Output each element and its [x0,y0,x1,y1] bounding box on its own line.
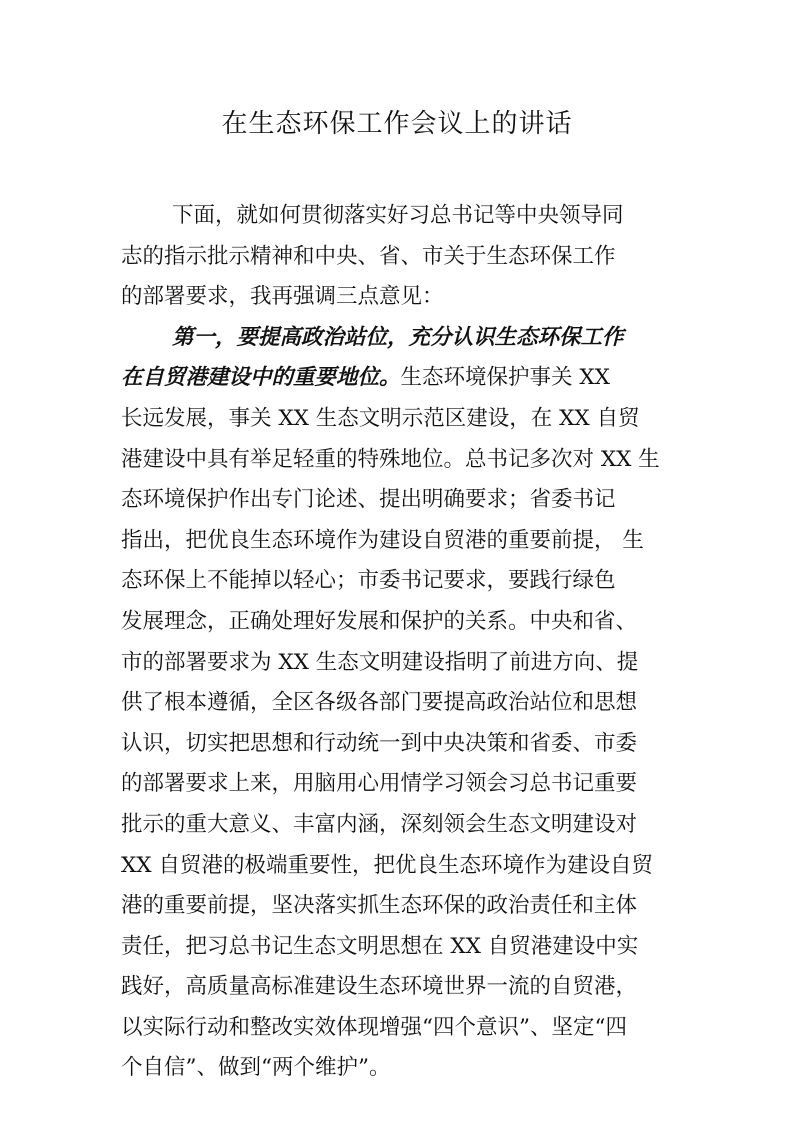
paragraph-2-line-13: 批示的重大意义、丰富内涵，深刻领会生态文明建设对 [121,811,638,837]
paragraph-2-line-12: 的部署要求上来，用脑用心用情学习领会习总书记重要 [121,771,638,797]
paragraph-2-line-5: 态环境保护作出专门论述、提出明确要求；省委书记 [121,487,616,513]
paragraph-2-line-11: 认识，切实把思想和行动统一到中央决策和省委、市委 [121,730,638,756]
paragraph-2-heading-end: 在自贸港建设中的重要地位。 [121,365,401,391]
paragraph-2-line-10: 供了根本遵循，全区各级各部门要提高政治站位和思想 [121,690,638,716]
paragraph-2-line-7: 态环保上不能掉以轻心；市委书记要求，要践行绿色 [121,568,616,594]
paragraph-2-line-9: 市的部署要求为 XX 生态文明建设指明了前进方向、提 [121,649,639,675]
paragraph-2-line-17: 践好，高质量高标准建设生态环境世界一流的自贸港， [121,974,638,1000]
document-body [121,196,681,1089]
paragraph-2-line-2 [121,358,681,399]
paragraph-2-line-6: 指出，把优良生态环境作为建设自贸港的重要前提， 生 [121,527,644,553]
paragraph-2-line-18: 以实际行动和整改实效体现增强“四个意识”、坚定“四 [121,1014,627,1040]
paragraph-2-line-3: 长远发展，事关 XX 生态文明示范区建设，在 XX 自贸 [121,405,640,431]
paragraph-2-line-16: 责任，把习总书记生态文明思想在 XX 自贸港建设中实 [121,933,639,959]
document-title: 在生态环保工作会议上的讲话 [221,109,573,139]
paragraph-2-line-19: 个自信”、做到“两个维护”。 [121,1055,391,1081]
paragraph-2-heading-line-1: 第一，要提高政治站位，充分认识生态环保工作 [172,324,624,350]
paragraph-2-line-14: XX 自贸港的极端重要性，把优良生态环境作为建设自贸 [121,852,653,878]
paragraph-2-line-2-text: 生态环境保护事关 XX [400,365,610,391]
paragraph-1-line-1: 下面，就如何贯彻落实好习总书记等中央领导同 [172,203,624,228]
paragraph-2-line-8: 发展理念，正确处理好发展和保护的关系。中央和省、 [121,608,638,634]
paragraph-2-line-15: 港的重要前提，坚决落实抓生态环保的政治责任和主体 [121,893,638,919]
paragraph-1-line-3: 的部署要求，我再强调三点意见： [121,284,444,310]
paragraph-2-line-4: 港建设中具有举足轻重的特殊地位。总书记多次对 XX 生 [121,446,660,472]
paragraph-1-line-2: 志的指示批示精神和中央、省、市关于生态环保工作 [121,243,616,269]
